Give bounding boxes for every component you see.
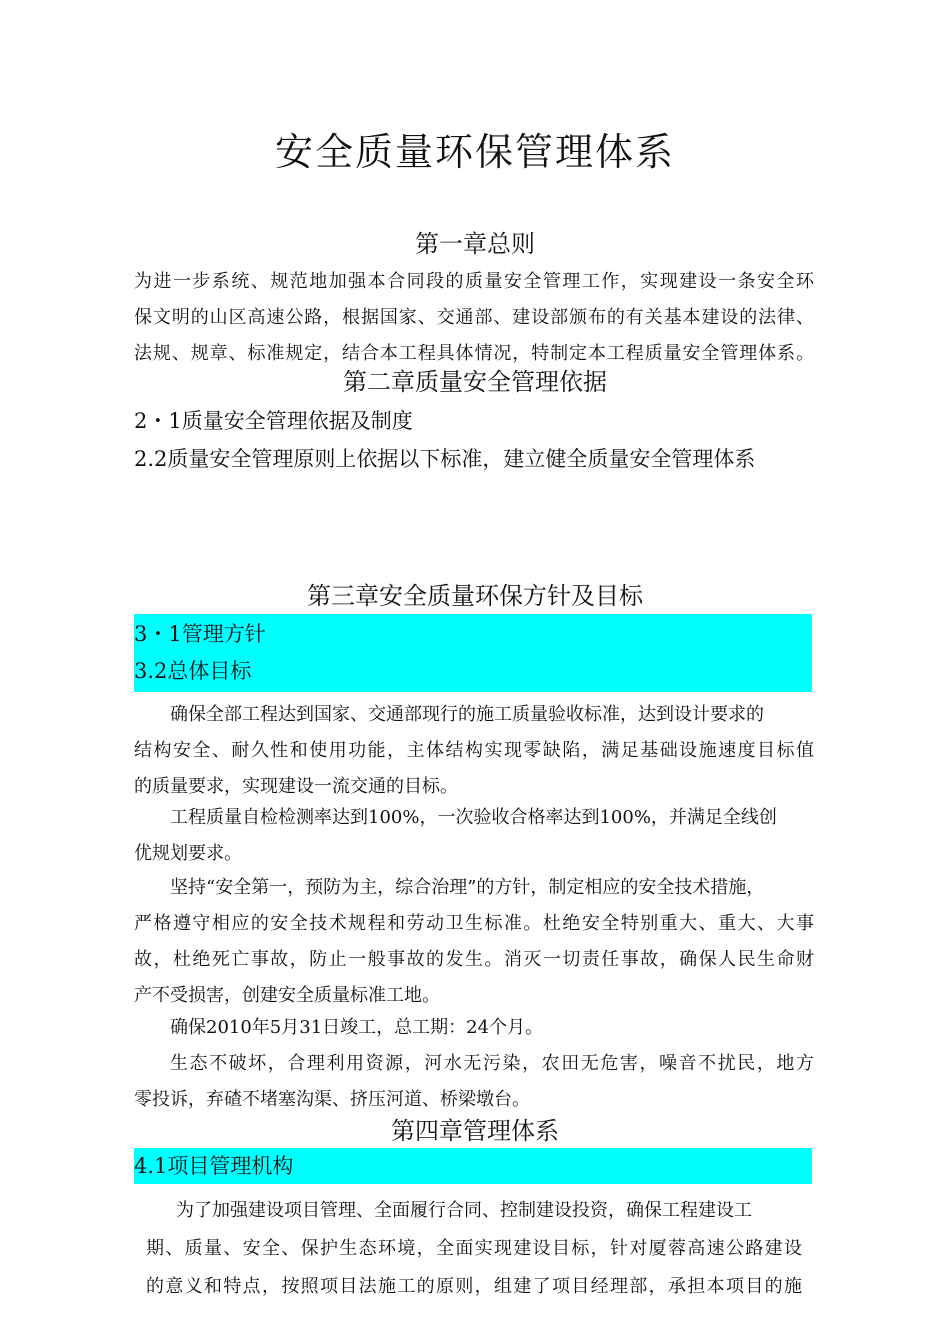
- paragraph-line: 生态不破坏，合理利用资源，河水无污染，农田无危害，噪音不扰民，地方: [170, 1053, 814, 1074]
- chapter3-paragraph-4: [134, 1010, 814, 1046]
- paragraph-line: 确保2010年5月31日竣工，总工期：24个月。: [170, 1017, 544, 1038]
- section-3-2: 3.2总体目标: [134, 659, 252, 683]
- paragraph-line: 为进一步系统、规范地加强本合同段的质量安全管理工作，实现建设一条安全环: [134, 271, 814, 292]
- paragraph-line: 优规划要求。: [134, 843, 242, 864]
- chapter3-paragraph-3: [134, 870, 814, 1014]
- paragraph-line: 为了加强建设项目管理、全面履行合同、控制建设投资，确保工程建设工: [176, 1200, 752, 1221]
- paragraph-line: 故，杜绝死亡事故，防止一般事故的发生。消灭一切责任事故，确保人民生命财: [134, 949, 814, 970]
- chapter4-paragraph-1: [146, 1192, 802, 1306]
- paragraph-line: 零投诉，弃碴不堵塞沟渠、挤压河道、桥梁墩台。: [134, 1089, 530, 1110]
- paragraph-line: 工程质量自检检测率达到100%，一次验收合格率达到100%，并满足全线创: [170, 807, 777, 828]
- paragraph-line: 产不受损害，创建安全质量标准工地。: [134, 985, 440, 1006]
- paragraph-line: 的质量要求，实现建设一流交通的目标。: [134, 776, 458, 797]
- paragraph-line: 期、质量、安全、保护生态环境，全面实现建设目标，针对厦蓉高速公路建设: [146, 1238, 802, 1259]
- section-4-1: 4.1项目管理机构: [134, 1154, 294, 1178]
- paragraph-line: 的意义和特点，按照项目法施工的原则，组建了项目经理部，承担本项目的施: [146, 1276, 802, 1297]
- chapter3-heading: 第三章安全质量环保方针及目标: [307, 582, 643, 610]
- chapter2-heading: 第二章质量安全管理依据: [343, 368, 607, 396]
- paragraph-line: 严格遵守相应的安全技术规程和劳动卫生标准。杜绝安全特别重大、重大、大事: [134, 913, 814, 934]
- section-2-1: 2・1质量安全管理依据及制度: [134, 409, 413, 433]
- chapter1-paragraph: [134, 264, 814, 372]
- chapter1-heading: 第一章总则: [415, 230, 535, 258]
- paragraph-line: 保文明的山区高速公路，根据国家、交通部、建设部颁布的有关基本建设的法律、: [134, 307, 814, 328]
- chapter3-paragraph-5: [134, 1046, 814, 1118]
- document-title: 安全质量环保管理体系: [274, 130, 675, 174]
- paragraph-line: 确保全部工程达到国家、交通部现行的施工质量验收标准，达到设计要求的: [170, 704, 764, 725]
- paragraph-line: 结构安全、耐久性和使用功能，主体结构实现零缺陷，满足基础设施速度目标值: [134, 740, 814, 761]
- chapter4-heading: 第四章管理体系: [391, 1117, 559, 1145]
- section-2-2: 2.2质量安全管理原则上依据以下标准，建立健全质量安全管理体系: [134, 447, 756, 471]
- chapter3-paragraph-1: [134, 697, 814, 805]
- section-3-1: 3・1管理方针: [134, 622, 266, 646]
- chapter3-paragraph-2: [134, 800, 814, 872]
- paragraph-line: 法规、规章、标准规定，结合本工程具体情况，特制定本工程质量安全管理体系。: [134, 343, 814, 364]
- paragraph-line: 坚持“安全第一，预防为主，综合治理”的方针，制定相应的安全技术措施，: [170, 877, 765, 898]
